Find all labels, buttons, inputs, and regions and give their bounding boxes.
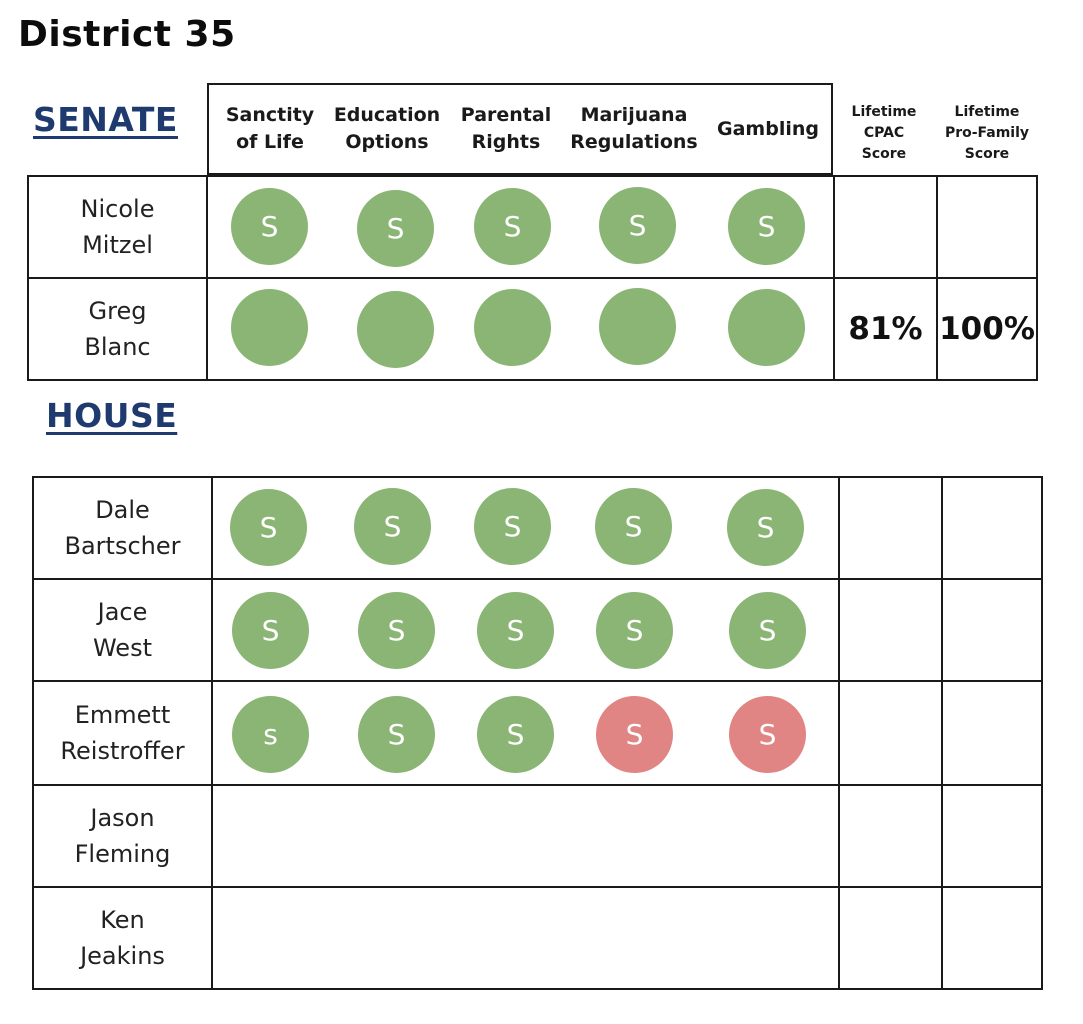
pro-family-score-cell xyxy=(941,680,1043,786)
support-indicator: S xyxy=(230,489,307,566)
support-indicator: S xyxy=(232,592,309,669)
cpac-score-cell xyxy=(838,680,943,786)
cpac-score-cell xyxy=(838,886,943,990)
cpac-score-cell xyxy=(838,784,943,888)
header-lifetime-cpac-score: Lifetime CPAC Score xyxy=(851,103,917,162)
house-candidate-name: Ken Jeakins xyxy=(32,886,213,990)
header-sanctity-of-life: Sanctity of Life xyxy=(225,104,315,153)
support-indicator: S xyxy=(599,187,676,264)
cpac-score: 81% xyxy=(833,277,938,381)
support-indicator: S xyxy=(729,592,806,669)
senate-heading: SENATE xyxy=(33,100,178,139)
support-indicator: S xyxy=(354,488,431,565)
support-indicator xyxy=(599,288,676,365)
support-indicator xyxy=(728,289,805,366)
support-indicator xyxy=(357,291,434,368)
oppose-indicator: S xyxy=(596,696,673,773)
pro-family-score xyxy=(936,175,1038,279)
cpac-score xyxy=(833,175,938,279)
support-indicator: S xyxy=(231,188,308,265)
header-education-options: Education Options xyxy=(333,104,441,153)
header-lifetime-pro-family-score: Lifetime Pro-Family Score xyxy=(944,103,1030,162)
support-indicator: S xyxy=(728,188,805,265)
pro-family-score-cell xyxy=(941,476,1043,580)
cpac-score-cell xyxy=(838,578,943,682)
senate-candidate-name: Nicole Mitzel xyxy=(27,175,208,279)
header-marijuana-regulations: Marijuana Regulations xyxy=(570,104,698,153)
pro-family-score: 100% xyxy=(936,277,1038,381)
support-indicator: S xyxy=(474,488,551,565)
support-indicator: S xyxy=(477,696,554,773)
house-issues-cell xyxy=(211,784,840,888)
support-indicator: S xyxy=(357,190,434,267)
cpac-score-cell xyxy=(838,476,943,580)
pro-family-score-cell xyxy=(941,784,1043,888)
house-candidate-name: Dale Bartscher xyxy=(32,476,213,580)
support-indicator: S xyxy=(596,592,673,669)
house-candidate-name: Jason Fleming xyxy=(32,784,213,888)
header-parental-rights: Parental Rights xyxy=(460,104,552,153)
oppose-indicator: S xyxy=(729,696,806,773)
house-issues-cell xyxy=(211,886,840,990)
pro-family-score-cell xyxy=(941,578,1043,682)
support-indicator: S xyxy=(358,696,435,773)
house-heading: HOUSE xyxy=(46,396,178,435)
house-candidate-name: Emmett Reistroffer xyxy=(32,680,213,786)
senate-candidate-name: Greg Blanc xyxy=(27,277,208,381)
support-indicator: S xyxy=(595,488,672,565)
support-indicator: S xyxy=(477,592,554,669)
support-indicator: s xyxy=(232,696,309,773)
support-indicator xyxy=(474,289,551,366)
pro-family-score-cell xyxy=(941,886,1043,990)
support-indicator: S xyxy=(474,188,551,265)
district-title: District 35 xyxy=(18,14,236,55)
support-indicator xyxy=(231,289,308,366)
support-indicator: S xyxy=(727,489,804,566)
house-candidate-name: Jace West xyxy=(32,578,213,682)
support-indicator: S xyxy=(358,592,435,669)
header-gambling: Gambling xyxy=(717,117,819,140)
